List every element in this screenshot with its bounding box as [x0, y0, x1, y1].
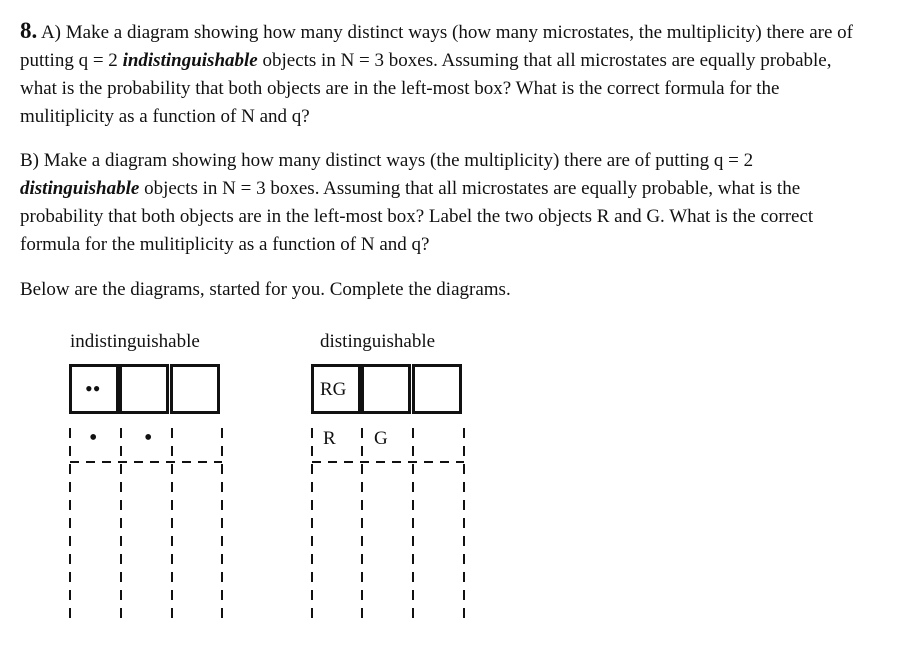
question-number: 8. [20, 18, 38, 43]
dist-row2-r: R [323, 428, 336, 449]
dist-row2-g: G [374, 428, 388, 449]
indistinguishable-label: indistinguishable [70, 331, 200, 352]
part-a-emphasis: indistinguishable [122, 50, 258, 71]
part-b-text-2: objects in N = 3 boxes. Assuming that all microstates are equally probable, what is the probability that both objects are in the left-most box? Label the two objects R and G. What is the correct formula for the mulitiplicity as a function of N and q? [20, 178, 814, 255]
dist-box-1-label: RG [320, 379, 347, 400]
part-b-emphasis: distinguishable [20, 178, 140, 199]
instruction-text: Below are the diagrams, started for you. Complete the diagrams. [20, 279, 511, 300]
indist-row2-dot-1: • [89, 425, 98, 451]
indist-row2-dot-2: • [144, 425, 153, 451]
indist-box-1 [69, 364, 119, 414]
dist-box-1 [311, 364, 361, 414]
distinguishable-label: distinguishable [320, 331, 436, 352]
part-a-text-1: A) Make a diagram showing how many distinct ways (how many microstates, the multiplicity) there are of putting q = 2 [20, 22, 853, 71]
dist-box-2 [361, 364, 411, 414]
part-a-text-2: objects in N = 3 boxes. Assuming that all microstates are equally probable, what is the probability that both objects are in the left-most box? What is the correct formula for the mulitiplicity as a function of N and q? [20, 50, 832, 127]
indist-box-2 [119, 364, 169, 414]
indist-box-1-dots: •• [85, 376, 101, 401]
part-b-text-1: B) Make a diagram showing how many distinct ways (the multiplicity) there are of putting q = 2 [20, 150, 754, 171]
indist-box-3 [170, 364, 220, 414]
dist-box-3 [412, 364, 462, 414]
